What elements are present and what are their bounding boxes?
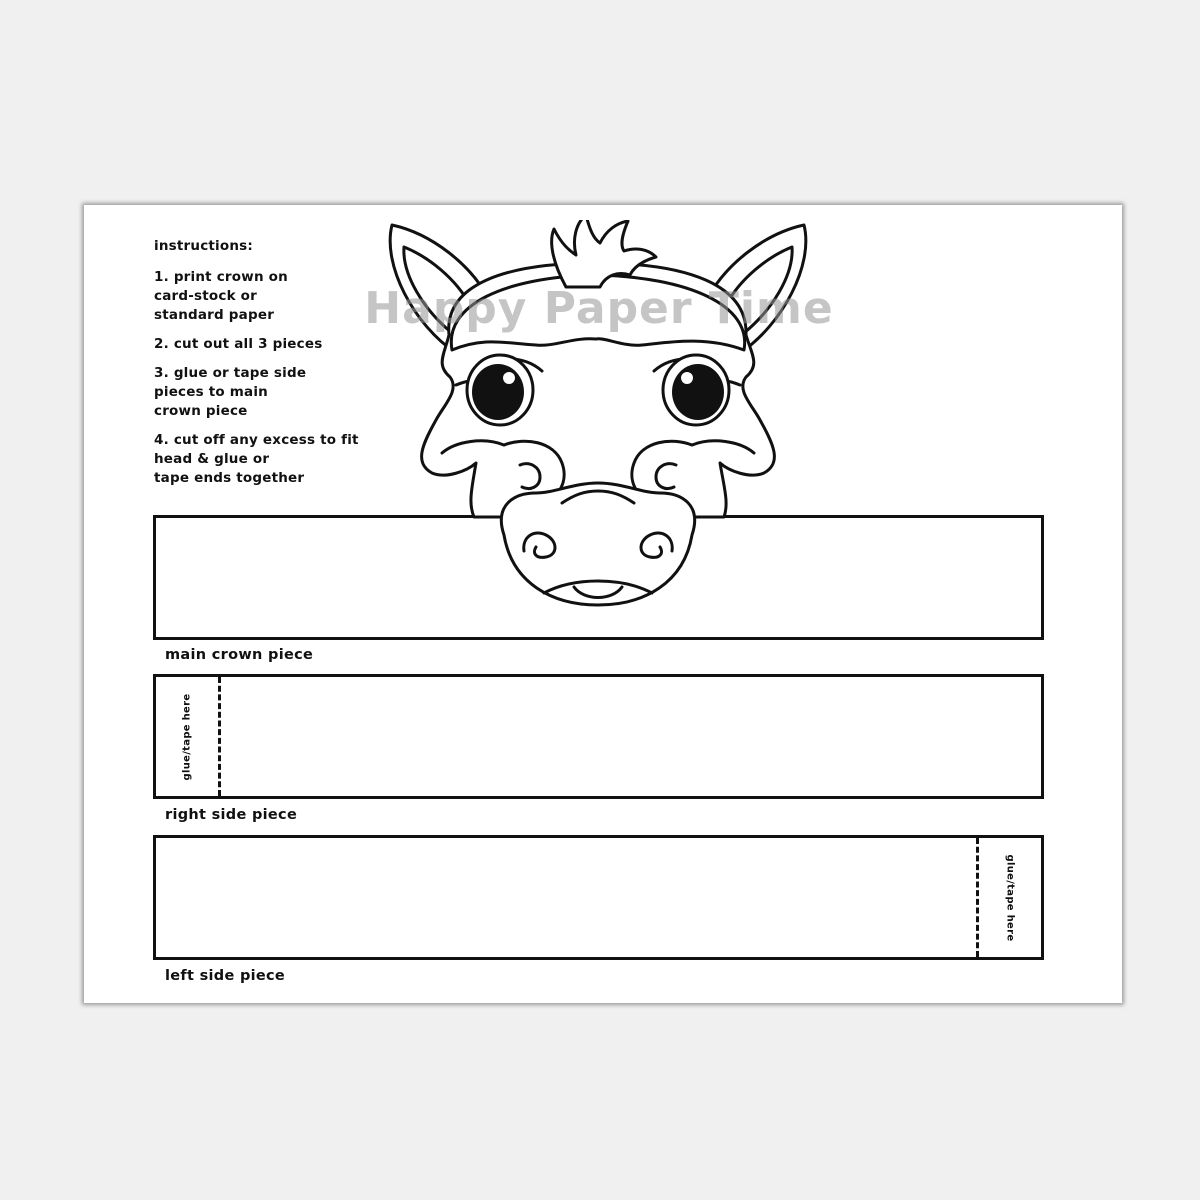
right-side-strip xyxy=(153,674,1044,799)
printable-sheet xyxy=(84,205,1122,1003)
glue-label-left: glue/tape here xyxy=(1004,854,1016,941)
glue-zone-right xyxy=(156,677,221,796)
glue-label-right: glue/tape here xyxy=(181,693,193,780)
main-crown-label: main crown piece xyxy=(165,647,314,663)
instructions-heading: instructions: xyxy=(154,238,253,254)
instruction-step-4: 4. cut off any excess to fit head & glue or tape ends together xyxy=(154,432,359,486)
instruction-step-2: 2. cut out all 3 pieces xyxy=(154,336,323,352)
watermark-text: Happy Paper Time xyxy=(364,283,834,334)
left-side-strip xyxy=(153,835,1044,960)
right-side-label: right side piece xyxy=(165,807,298,823)
left-side-label: left side piece xyxy=(165,968,286,984)
glue-zone-left xyxy=(976,838,1041,957)
instructions-block xyxy=(154,237,384,498)
instruction-step-3: 3. glue or tape side pieces to main crown piece xyxy=(154,365,307,419)
instruction-step-1: 1. print crown on card-stock or standard paper xyxy=(154,269,288,323)
